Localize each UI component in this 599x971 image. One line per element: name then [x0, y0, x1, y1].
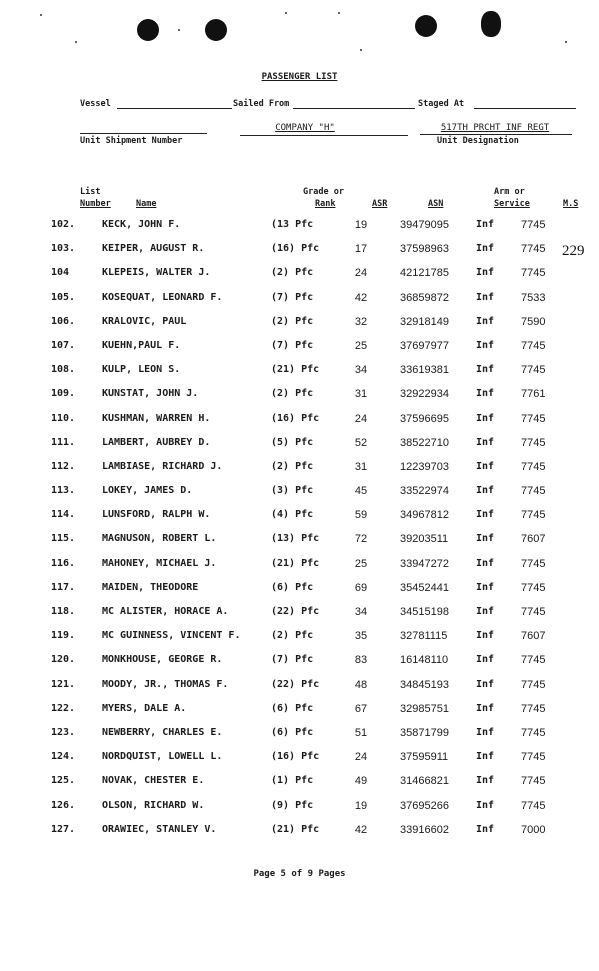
asr-value: 25	[354, 339, 368, 352]
col-name: Name	[136, 199, 157, 209]
grade-rank: (6) Pfc	[271, 726, 314, 738]
passenger-name: KRALOVIC, PAUL	[102, 315, 187, 327]
arm-service: Inf	[476, 460, 495, 472]
mos-value: 7607	[521, 630, 546, 643]
asr-value: 34	[354, 364, 368, 377]
asn-value: 34845193	[400, 678, 449, 691]
col-mos: M.S	[563, 199, 579, 209]
arm-service: Inf	[476, 557, 495, 569]
passenger-name: LUNSFORD, RALPH W.	[102, 509, 211, 521]
mos-value: 7745	[521, 364, 546, 377]
col-list-top: List	[80, 187, 101, 197]
list-number: 124.	[51, 751, 76, 763]
mos-value: 7607	[521, 533, 546, 546]
unit-designation-rule	[420, 134, 572, 135]
list-number: 116.	[51, 557, 76, 569]
list-number: 105.	[51, 291, 76, 303]
list-number: 119.	[51, 630, 76, 642]
arm-service: Inf	[476, 219, 495, 230]
speck	[75, 41, 77, 43]
passenger-name: KUNSTAT, JOHN J.	[102, 388, 199, 400]
passenger-name: KECK, JOHN F.	[102, 219, 181, 230]
mos-value: 7745	[521, 726, 546, 739]
table-row	[0, 485, 599, 509]
speck	[565, 41, 567, 43]
passenger-name: KUSHMAN, WARREN H.	[102, 412, 211, 424]
arm-service: Inf	[476, 630, 495, 642]
table-row	[0, 533, 599, 557]
list-number: 111.	[51, 436, 76, 448]
asr-value: 52	[354, 436, 368, 449]
asr-value: 35	[354, 630, 368, 643]
col-arm-top: Arm or	[494, 187, 525, 197]
arm-service: Inf	[476, 388, 495, 400]
asn-value: 31466821	[400, 775, 449, 788]
unit-designation-value: 517TH PRCHT INF REGT	[440, 123, 550, 133]
list-number: 127.	[51, 823, 76, 835]
table-row	[0, 751, 599, 775]
asr-value: 24	[354, 751, 368, 764]
col-grade-rank: Rank	[315, 199, 336, 209]
arm-service: Inf	[476, 364, 495, 376]
asr-value: 42	[354, 823, 368, 836]
document-title: PASSENGER LIST	[261, 72, 338, 82]
col-asn: ASN	[428, 199, 444, 209]
asn-value: 32922934	[400, 388, 449, 401]
arm-service: Inf	[476, 509, 495, 521]
asn-value: 34967812	[400, 509, 449, 522]
mos-value: 7745	[521, 581, 546, 594]
arm-service: Inf	[476, 267, 495, 279]
asr-value: 83	[354, 654, 368, 667]
arm-service: Inf	[476, 726, 495, 738]
grade-rank: (2) Pfc	[271, 267, 314, 279]
mos-value: 7590	[521, 315, 546, 328]
grade-rank: (2) Pfc	[271, 315, 314, 327]
mos-value: 7761	[521, 388, 546, 401]
grade-rank: (13 Pfc	[271, 219, 314, 230]
asn-value: 37595911	[400, 751, 449, 764]
table-row	[0, 727, 599, 751]
mos-value: 7745	[521, 678, 546, 691]
list-number: 109.	[51, 388, 76, 400]
grade-rank: (22) Pfc	[271, 606, 320, 617]
passenger-name: KULP, LEON S.	[102, 364, 181, 376]
list-number: 114.	[51, 509, 76, 521]
list-number: 107.	[51, 339, 76, 351]
staged-at-label: Staged At	[418, 99, 465, 109]
sailed-from-label: Sailed From	[233, 99, 290, 109]
arm-service: Inf	[476, 436, 495, 448]
list-number: 103.	[51, 243, 76, 255]
table-row	[0, 558, 599, 582]
mos-value: 7745	[521, 460, 546, 473]
table-row	[0, 437, 599, 461]
asr-value: 24	[354, 267, 368, 280]
sailed-from-rule	[293, 108, 415, 109]
mos-value: 7745	[521, 654, 546, 667]
mos-value: 7745	[521, 775, 546, 788]
punch-hole	[137, 19, 159, 41]
asr-value: 42	[354, 291, 368, 304]
mos-value: 7745	[521, 339, 546, 352]
col-arm-service: Service	[494, 199, 530, 209]
col-list-number: Number	[80, 199, 111, 209]
passenger-name: MONKHOUSE, GEORGE R.	[102, 654, 223, 666]
list-number: 106.	[51, 315, 76, 327]
list-number: 118.	[51, 606, 76, 617]
arm-service: Inf	[476, 315, 495, 327]
mos-value: 7745	[521, 243, 546, 256]
speck	[285, 12, 287, 14]
grade-rank: (7) Pfc	[271, 339, 314, 351]
punch-hole	[415, 15, 437, 37]
asn-value: 35871799	[400, 726, 449, 739]
table-row	[0, 800, 599, 824]
mos-value: 7745	[521, 412, 546, 425]
passenger-name: KUEHN,PAUL F.	[102, 339, 181, 351]
mos-value: 7745	[521, 751, 546, 764]
arm-service: Inf	[476, 678, 495, 690]
list-number: 108.	[51, 364, 76, 376]
passenger-name: OLSON, RICHARD W.	[102, 799, 205, 811]
mos-value: 7533	[521, 291, 546, 304]
list-number: 102.	[51, 219, 76, 230]
unit-designation-label: Unit Designation	[437, 136, 519, 146]
passenger-name: LOKEY, JAMES D.	[102, 485, 193, 497]
list-number: 125.	[51, 775, 76, 787]
passenger-name: LAMBERT, AUBREY D.	[102, 436, 211, 448]
passenger-name: MAGNUSON, ROBERT L.	[102, 533, 217, 545]
list-number: 110.	[51, 412, 76, 424]
asn-value: 32781115	[400, 630, 448, 643]
mos-value: 7000	[521, 823, 546, 836]
asn-value: 33916602	[400, 823, 449, 836]
asn-value: 37695266	[400, 799, 449, 812]
unit-shipment-label: Unit Shipment Number	[80, 136, 183, 146]
arm-service: Inf	[476, 533, 495, 545]
table-row	[0, 654, 599, 678]
asr-value: 24	[354, 412, 368, 425]
table-row	[0, 679, 599, 703]
asn-value: 37598963	[400, 243, 449, 256]
passenger-name: KOSEQUAT, LEONARD F.	[102, 291, 223, 303]
list-number: 112.	[51, 460, 76, 472]
punch-hole	[205, 19, 227, 41]
table-row	[0, 413, 599, 437]
list-number: 122.	[51, 702, 76, 714]
asr-value: 72	[354, 533, 368, 546]
asr-value: 48	[354, 678, 368, 691]
grade-rank: (7) Pfc	[271, 291, 314, 303]
passenger-rows	[0, 219, 599, 848]
asn-value: 32918149	[400, 315, 449, 328]
list-number: 123.	[51, 726, 76, 738]
asr-value: 19	[354, 219, 368, 231]
table-row	[0, 582, 599, 606]
speck	[338, 12, 340, 14]
vessel-label: Vessel	[80, 99, 111, 109]
table-row	[0, 340, 599, 364]
punch-hole	[481, 11, 501, 37]
speck	[40, 14, 42, 16]
asn-value: 37596695	[400, 412, 449, 425]
col-grade-top: Grade or	[303, 187, 344, 197]
mos-value: 7745	[521, 267, 546, 280]
asn-value: 38522710	[400, 436, 449, 449]
passenger-name: KEIPER, AUGUST R.	[102, 243, 205, 255]
asn-value: 12239703	[400, 460, 449, 473]
mos-value: 7745	[521, 219, 546, 231]
asr-value: 67	[354, 702, 368, 715]
passenger-name: MC GUINNESS, VINCENT F.	[102, 630, 241, 642]
list-number: 121.	[51, 678, 76, 690]
grade-rank: (7) Pfc	[271, 654, 314, 666]
page-stamp-number: 229	[562, 243, 585, 259]
asr-value: 19	[354, 799, 368, 812]
list-number: 126.	[51, 799, 76, 811]
asn-value: 42121785	[400, 267, 449, 280]
passenger-name: MC ALISTER, HORACE A.	[102, 606, 229, 617]
list-number: 104	[51, 267, 70, 279]
table-row	[0, 219, 599, 243]
mos-value: 7745	[521, 485, 546, 498]
mos-value: 7745	[521, 606, 546, 618]
grade-rank: (2) Pfc	[271, 630, 314, 642]
table-row	[0, 630, 599, 654]
asr-value: 69	[354, 581, 368, 594]
arm-service: Inf	[476, 581, 495, 593]
mos-value: 7745	[521, 509, 546, 522]
list-number: 117.	[51, 581, 76, 593]
speck	[360, 49, 362, 51]
vessel-rule	[117, 108, 232, 109]
grade-rank: (21) Pfc	[271, 823, 320, 835]
asn-value: 32985751	[400, 702, 449, 715]
passenger-name: NEWBERRY, CHARLES E.	[102, 726, 223, 738]
grade-rank: (3) Pfc	[271, 485, 314, 497]
grade-rank: (6) Pfc	[271, 581, 314, 593]
grade-rank: (2) Pfc	[271, 460, 314, 472]
table-row	[0, 461, 599, 485]
arm-service: Inf	[476, 702, 495, 714]
grade-rank: (22) Pfc	[271, 678, 320, 690]
asn-value: 36859872	[400, 291, 449, 304]
arm-service: Inf	[476, 243, 495, 255]
asr-value: 25	[354, 557, 368, 570]
asr-value: 32	[354, 315, 368, 328]
arm-service: Inf	[476, 291, 495, 303]
arm-service: Inf	[476, 654, 495, 666]
asr-value: 59	[354, 509, 368, 522]
page-number: Page 5 of 9 Pages	[253, 869, 346, 879]
arm-service: Inf	[476, 339, 495, 351]
list-number: 113.	[51, 485, 76, 497]
arm-service: Inf	[476, 799, 495, 811]
arm-service: Inf	[476, 823, 495, 835]
table-row	[0, 703, 599, 727]
table-row	[0, 775, 599, 799]
asr-value: 45	[354, 485, 368, 498]
grade-rank: (21) Pfc	[271, 364, 320, 376]
grade-rank: (16) Pfc	[271, 412, 320, 424]
grade-rank: (6) Pfc	[271, 702, 314, 714]
passenger-name: NOVAK, CHESTER E.	[102, 775, 205, 787]
passenger-name: MAIDEN, THEODORE	[102, 581, 199, 593]
arm-service: Inf	[476, 751, 495, 763]
table-row	[0, 243, 599, 267]
company-rule	[240, 135, 408, 136]
table-row	[0, 606, 599, 630]
grade-rank: (21) Pfc	[271, 557, 320, 569]
passenger-name: NORDQUIST, LOWELL L.	[102, 751, 223, 763]
grade-rank: (5) Pfc	[271, 436, 314, 448]
table-row	[0, 509, 599, 533]
table-row	[0, 292, 599, 316]
arm-service: Inf	[476, 606, 495, 617]
table-row	[0, 388, 599, 412]
table-row	[0, 316, 599, 340]
passenger-name: MYERS, DALE A.	[102, 702, 187, 714]
arm-service: Inf	[476, 775, 495, 787]
arm-service: Inf	[476, 412, 495, 424]
col-asr: ASR	[372, 199, 388, 209]
grade-rank: (16) Pfc	[271, 751, 320, 763]
asn-value: 34515198	[400, 606, 449, 618]
grade-rank: (9) Pfc	[271, 799, 314, 811]
asn-value: 33619381	[400, 364, 449, 377]
asn-value: 39479095	[400, 219, 449, 231]
asn-value: 37697977	[400, 339, 449, 352]
passenger-name: MAHONEY, MICHAEL J.	[102, 557, 217, 569]
asr-value: 49	[354, 775, 368, 788]
asr-value: 34	[354, 606, 368, 618]
passenger-name: MOODY, JR., THOMAS F.	[102, 678, 229, 690]
mos-value: 7745	[521, 557, 546, 570]
asn-value: 16148110	[400, 654, 449, 667]
passenger-name: LAMBIASE, RICHARD J.	[102, 460, 223, 472]
grade-rank: (13) Pfc	[271, 533, 320, 545]
asn-value: 33947272	[400, 557, 449, 570]
asn-value: 33522974	[400, 485, 449, 498]
passenger-name: ORAWIEC, STANLEY V.	[102, 823, 217, 835]
mos-value: 7745	[521, 436, 546, 449]
asr-value: 17	[354, 243, 368, 256]
asr-value: 51	[354, 726, 368, 739]
table-row	[0, 267, 599, 291]
arm-service: Inf	[476, 485, 495, 497]
mos-value: 7745	[521, 799, 546, 812]
asr-value: 31	[354, 388, 368, 401]
speck	[178, 29, 180, 31]
asn-value: 39203511	[400, 533, 449, 546]
grade-rank: (4) Pfc	[271, 509, 314, 521]
table-row	[0, 364, 599, 388]
list-number: 120.	[51, 654, 76, 666]
mos-value: 7745	[521, 702, 546, 715]
grade-rank: (16) Pfc	[271, 243, 320, 255]
passenger-name: KLEPEIS, WALTER J.	[102, 267, 211, 279]
company-value: COMPANY "H"	[275, 123, 335, 133]
grade-rank: (2) Pfc	[271, 388, 314, 400]
list-number: 115.	[51, 533, 76, 545]
asr-value: 31	[354, 460, 368, 473]
asn-value: 35452441	[400, 581, 449, 594]
staged-at-rule	[474, 108, 576, 109]
unit-shipment-rule	[80, 133, 207, 134]
grade-rank: (1) Pfc	[271, 775, 314, 787]
table-row	[0, 824, 599, 848]
